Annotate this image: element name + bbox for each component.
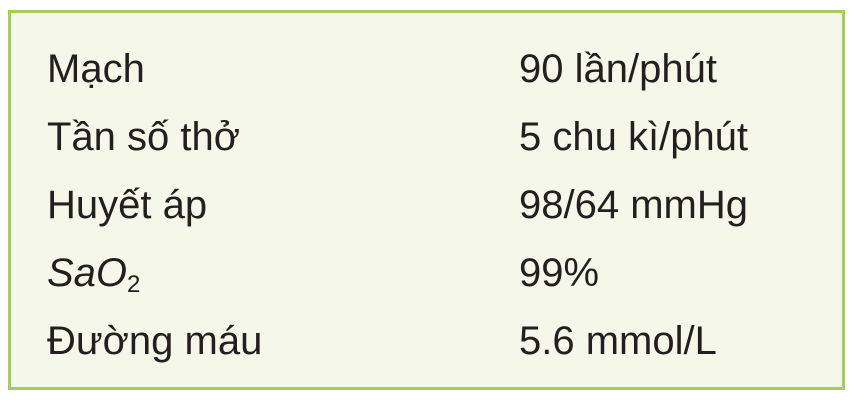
- vital-row-pulse: [11, 39, 842, 99]
- vital-row-blood-glucose: [11, 311, 842, 371]
- vital-signs-card: [8, 10, 845, 390]
- vital-value-sao2: 99%: [519, 251, 600, 295]
- vital-row-blood-pressure: [11, 175, 842, 235]
- vital-label-blood-pressure: Huyết áp: [47, 183, 208, 227]
- vital-row-sao2: [11, 243, 842, 303]
- vital-label-blood-glucose: Đường máu: [47, 319, 263, 363]
- vital-label-sao2: [47, 243, 140, 303]
- vital-label-sao2-subscript: 2: [127, 271, 141, 298]
- vital-value-pulse: 90 lần/phút: [519, 47, 717, 91]
- vital-label-respiratory-rate: Tần số thở: [47, 115, 240, 159]
- vital-row-respiratory-rate: [11, 107, 842, 167]
- vital-label-pulse: Mạch: [47, 47, 145, 91]
- vital-value-blood-pressure: 98/64 mmHg: [519, 183, 748, 227]
- vital-value-respiratory-rate: 5 chu kì/phút: [519, 115, 749, 159]
- vital-label-sao2-main: SaO: [47, 251, 128, 295]
- vital-value-blood-glucose: 5.6 mmol/L: [519, 319, 717, 363]
